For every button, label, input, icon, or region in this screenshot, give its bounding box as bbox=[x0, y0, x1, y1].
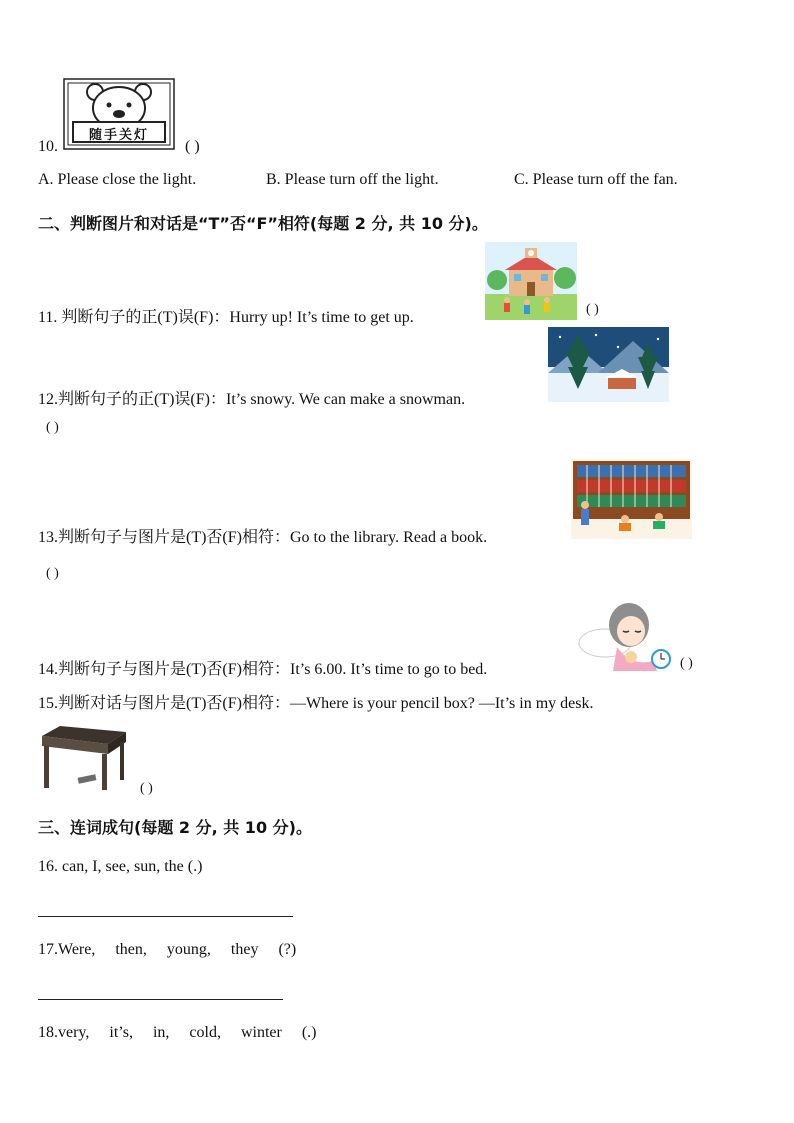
q10-option-c[interactable]: C. Please turn off the fan. bbox=[514, 171, 678, 188]
q12-text: 12.判断句子的正(T)误(F)：It’s snowy. We can make a snowman. bbox=[38, 391, 466, 408]
q16-answer-line[interactable] bbox=[38, 916, 293, 917]
q14-answer-blank[interactable]: ( ) bbox=[680, 656, 693, 671]
q15-answer-blank[interactable]: ( ) bbox=[140, 781, 153, 796]
q17-answer-line[interactable] bbox=[38, 999, 283, 1000]
sign-text: 随手关灯 bbox=[88, 128, 149, 143]
section-2-title: 二、判断图片和对话是“T”否“F”相符(每题 2 分, 共 10 分)。 bbox=[38, 214, 488, 233]
q15-text: 15.判断对话与图片是(T)否(F)相符：—Where is your pencil box? —It’s in my desk. bbox=[38, 695, 594, 712]
q11-answer-blank[interactable]: ( ) bbox=[586, 302, 599, 317]
q10-option-b[interactable]: B. Please turn off the light. bbox=[266, 171, 439, 188]
school-picture bbox=[485, 242, 577, 320]
q16-text: 16. can, I, see, sun, the (.) bbox=[38, 858, 203, 875]
q10-number: 10. bbox=[38, 138, 58, 155]
library-picture bbox=[571, 459, 692, 539]
q12-answer-blank[interactable]: ( ) bbox=[46, 420, 59, 435]
q10-answer-blank[interactable]: ( ) bbox=[185, 138, 200, 155]
girl-sleepy-picture bbox=[577, 595, 674, 673]
q13-text: 13.判断句子与图片是(T)否(F)相符：Go to the library. Read a book. bbox=[38, 529, 488, 546]
snow-scene-picture bbox=[548, 327, 669, 402]
desk-picture bbox=[38, 722, 128, 792]
q18-text: 18.very, it’s, in, cold, winter (.) bbox=[38, 1024, 317, 1041]
section-3-title: 三、连词成句(每题 2 分, 共 10 分)。 bbox=[38, 818, 312, 837]
q14-text: 14.判断句子与图片是(T)否(F)相符：It’s 6.00. It’s time to go to bed. bbox=[38, 661, 488, 678]
turn-off-light-sign bbox=[63, 78, 175, 150]
q13-answer-blank[interactable]: ( ) bbox=[46, 566, 59, 581]
pencil-box-icon bbox=[78, 774, 97, 784]
q10-option-a[interactable]: A. Please close the light. bbox=[38, 171, 197, 188]
q17-text: 17.Were, then, young, they (?) bbox=[38, 941, 297, 958]
q11-text: 11. 判断句子的正(T)误(F)：Hurry up! It’s time to get up. bbox=[38, 309, 414, 326]
